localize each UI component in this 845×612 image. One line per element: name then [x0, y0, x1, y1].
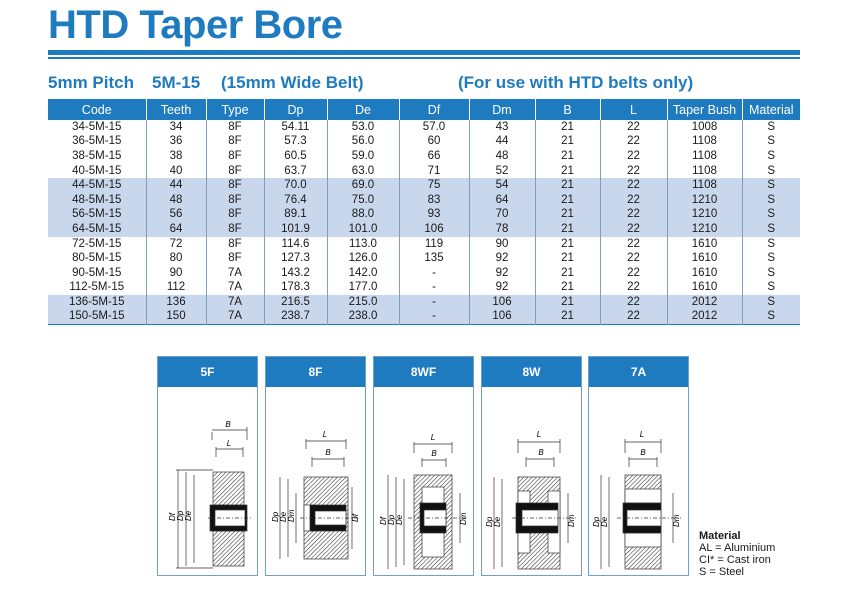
table-cell-df: 119 [399, 237, 469, 252]
table-row [48, 281, 800, 296]
table-row [48, 310, 800, 325]
table-cell-dp: 101.9 [264, 222, 327, 237]
table-cell-code: 72-5M-15 [72, 237, 122, 250]
dim-l-label: L [430, 433, 436, 442]
table-cell-type: 8F [206, 208, 264, 223]
table-cell-de: 59.0 [327, 149, 399, 164]
table-cell-de: 56.0 [327, 135, 399, 150]
diagram-label: 8W [482, 357, 581, 387]
table-cell-teeth: 136 [146, 295, 206, 310]
pulley-8f-drawing [266, 387, 365, 575]
table-cell-code: 48-5M-15 [48, 193, 146, 208]
table-cell-type: 7A [206, 295, 264, 310]
table-cell-df: 66 [399, 149, 469, 164]
table-cell-l: 22 [600, 208, 667, 223]
table-cell-teeth: 48 [146, 193, 206, 208]
pulley-8wf-drawing [374, 387, 473, 575]
dim-b-label: B [325, 448, 331, 457]
table-cell-de: 88.0 [327, 208, 399, 223]
table-cell-code: 56-5M-15 [48, 208, 146, 223]
table-cell-dp: 238.7 [264, 310, 327, 325]
dim-l-label: L [322, 430, 328, 439]
table-cell-b: 21 [535, 208, 600, 223]
table-cell-mat: S [742, 310, 800, 325]
table-row [48, 135, 800, 150]
diagram-panel-8wf [373, 356, 474, 576]
table-cell-mat: S [742, 295, 800, 310]
table-cell-teeth: 150 [146, 310, 206, 325]
table-cell-dp: 57.3 [264, 135, 327, 150]
table-cell-dm: 54 [469, 178, 535, 193]
table-cell-b: 21 [535, 310, 600, 325]
table-cell-b: 21 [535, 222, 600, 237]
material-legend-item: CI* = Cast iron [699, 554, 771, 566]
table-cell-l: 22 [600, 120, 667, 135]
table-cell-type: 8F [206, 120, 264, 135]
table-cell-dp: 143.2 [264, 266, 327, 281]
dim-b-label: B [538, 448, 544, 457]
diagram-panel-5f [157, 356, 258, 576]
table-row [48, 178, 800, 193]
table-cell-bush: 1610 [667, 251, 742, 266]
table-cell-de: 69.0 [327, 178, 399, 193]
dim-dm-label: Dm [287, 509, 296, 522]
table-cell-bush: 2012 [667, 295, 742, 310]
table-cell-code: 34-5M-15 [72, 120, 122, 133]
table-cell-code: 150-5M-15 [48, 310, 146, 325]
table-cell-de: 215.0 [327, 295, 399, 310]
table-cell-df: 75 [399, 178, 469, 193]
table-cell-mat: S [742, 237, 800, 252]
dim-de-label: De [279, 511, 288, 522]
table-cell-dm: 43 [469, 120, 535, 135]
table-cell-teeth: 64 [146, 222, 206, 237]
col-header: Teeth [146, 99, 206, 120]
col-header: Material [742, 99, 800, 120]
table-header-row [48, 99, 800, 120]
dim-dp-label: Dp [387, 514, 396, 525]
table-cell-de: 63.0 [327, 164, 399, 179]
table-cell-bush: 1610 [667, 281, 742, 296]
table-cell-dm: 48 [469, 149, 535, 164]
table-cell-teeth: 36 [146, 135, 206, 150]
table-cell-dp: 127.3 [264, 251, 327, 266]
table-body [48, 120, 800, 324]
table-cell-bush: 1108 [667, 164, 742, 179]
col-header: Type [206, 99, 264, 120]
material-legend [699, 530, 775, 578]
table-cell-dm: 44 [469, 135, 535, 150]
table-cell-type: 7A [206, 266, 264, 281]
diagram-label: 8WF [374, 357, 473, 387]
table-cell-type: 8F [206, 178, 264, 193]
table-cell-type: 8F [206, 164, 264, 179]
table-cell-bush: 1610 [667, 237, 742, 252]
table-cell-b: 21 [535, 178, 600, 193]
pulley-8w-drawing [482, 387, 581, 575]
dim-b-label: B [225, 420, 231, 429]
table-cell-code: 38-5M-15 [72, 149, 122, 162]
table-cell-dp: 76.4 [264, 193, 327, 208]
table-cell-bush: 1108 [667, 135, 742, 150]
table-cell-bush: 1210 [667, 208, 742, 223]
table-cell-type: 8F [206, 135, 264, 150]
dim-b-label: B [431, 449, 437, 458]
table-cell-teeth: 112 [146, 281, 206, 296]
table-cell-bush: 1108 [667, 178, 742, 193]
material-legend-heading: Material [699, 530, 741, 542]
diagram-label: 8F [266, 357, 365, 387]
dim-dp-label: Dp [485, 516, 494, 527]
table-cell-dm: 92 [469, 251, 535, 266]
dim-de-label: De [395, 514, 404, 525]
table-cell-df: 106 [399, 222, 469, 237]
table-row [48, 222, 800, 237]
table-cell-df: - [399, 295, 469, 310]
table-cell-dp: 216.5 [264, 295, 327, 310]
table-cell-mat: S [742, 222, 800, 237]
table-cell-dm: 78 [469, 222, 535, 237]
table-cell-dp: 114.6 [264, 237, 327, 252]
table-cell-b: 21 [535, 149, 600, 164]
table-cell-b: 21 [535, 193, 600, 208]
dim-dm-label: Dm [672, 514, 681, 527]
dim-de-label: De [493, 516, 502, 527]
table-cell-type: 8F [206, 222, 264, 237]
col-header: L [600, 99, 667, 120]
table-row [48, 149, 800, 164]
dim-dp-label: Dp [271, 511, 280, 522]
title-underline [48, 50, 800, 55]
table-cell-df: 60 [399, 135, 469, 150]
table-cell-teeth: 72 [146, 237, 206, 252]
table-cell-teeth: 40 [146, 164, 206, 179]
table-cell-mat: S [742, 149, 800, 164]
table-cell-df: - [399, 266, 469, 281]
table-cell-type: 8F [206, 149, 264, 164]
dim-df-label: Df [351, 514, 360, 522]
table-cell-dm: 92 [469, 281, 535, 296]
table-cell-dm: 106 [469, 295, 535, 310]
table-row [48, 208, 800, 223]
table-cell-l: 22 [600, 222, 667, 237]
table-cell-dm: 92 [469, 266, 535, 281]
table-cell-teeth: 34 [146, 120, 206, 135]
table-cell-df: - [399, 310, 469, 325]
dim-df-label: Df [168, 513, 177, 521]
col-header: B [535, 99, 600, 120]
table-cell-dm: 52 [469, 164, 535, 179]
table-cell-l: 22 [600, 237, 667, 252]
title-underline-thin [48, 57, 800, 59]
diagram-label: 7A [589, 357, 688, 387]
table-cell-df: 135 [399, 251, 469, 266]
table-cell-teeth: 38 [146, 149, 206, 164]
table-row [48, 193, 800, 208]
table-cell-type: 8F [206, 193, 264, 208]
table-cell-de: 177.0 [327, 281, 399, 296]
table-cell-mat: S [742, 164, 800, 179]
table-cell-dp: 70.0 [264, 178, 327, 193]
table-cell-de: 53.0 [327, 120, 399, 135]
table-row [48, 266, 800, 281]
table-cell-bush: 1210 [667, 193, 742, 208]
table-cell-type: 7A [206, 310, 264, 325]
dim-dm-label: Dm [567, 514, 576, 527]
table-cell-code: 80-5M-15 [72, 252, 122, 265]
table-cell-bush: 2012 [667, 310, 742, 325]
table-cell-df: 93 [399, 208, 469, 223]
diagram-label: 5F [158, 357, 257, 387]
table-cell-teeth: 44 [146, 178, 206, 193]
table-cell-bush: 1610 [667, 266, 742, 281]
material-legend-item: S = Steel [699, 566, 744, 578]
table-cell-l: 22 [600, 281, 667, 296]
series-code: 5M-15 [152, 73, 201, 92]
dim-de-label: De [184, 510, 193, 521]
table-cell-dm: 70 [469, 208, 535, 223]
usage-note: (For use with HTD belts only) [458, 73, 694, 92]
table-row [48, 251, 800, 266]
table-cell-code: 64-5M-15 [48, 222, 146, 237]
belt-width-label: (15mm Wide Belt) [221, 73, 364, 92]
col-header: Dp [264, 99, 327, 120]
table-cell-dm: 106 [469, 310, 535, 325]
table-cell-mat: S [742, 120, 800, 135]
table-row [48, 295, 800, 310]
table-cell-l: 22 [600, 149, 667, 164]
table-cell-de: 113.0 [327, 237, 399, 252]
table-cell-b: 21 [535, 135, 600, 150]
table-cell-df: 57.0 [399, 120, 469, 135]
table-cell-mat: S [742, 135, 800, 150]
dim-de-label: De [600, 516, 609, 527]
diagram-panel-8w [481, 356, 582, 576]
dim-dp-label: Dp [592, 516, 601, 527]
table-cell-code: 90-5M-15 [72, 266, 122, 279]
table-row [48, 237, 800, 252]
table-cell-b: 21 [535, 295, 600, 310]
col-header: De [327, 99, 399, 120]
table-row [48, 164, 800, 179]
dim-l-label: L [639, 430, 645, 439]
table-cell-b: 21 [535, 237, 600, 252]
table-cell-b: 21 [535, 281, 600, 296]
table-row [48, 120, 800, 135]
table-cell-teeth: 56 [146, 208, 206, 223]
dim-l-label: L [226, 439, 232, 448]
dim-dm-label: Dm [459, 512, 468, 525]
table-cell-b: 21 [535, 266, 600, 281]
table-cell-b: 21 [535, 164, 600, 179]
table-cell-mat: S [742, 281, 800, 296]
table-cell-type: 8F [206, 237, 264, 252]
table-cell-l: 22 [600, 310, 667, 325]
col-header: Taper Bush [667, 99, 742, 120]
table-cell-de: 142.0 [327, 266, 399, 281]
table-cell-code: 136-5M-15 [48, 295, 146, 310]
table-cell-l: 22 [600, 266, 667, 281]
table-cell-de: 126.0 [327, 251, 399, 266]
table-cell-b: 21 [535, 251, 600, 266]
diagram-panel-8f [265, 356, 366, 576]
dim-l-label: L [536, 430, 542, 439]
table-cell-dp: 89.1 [264, 208, 327, 223]
table-cell-code: 112-5M-15 [69, 281, 125, 294]
table-cell-code: 44-5M-15 [48, 178, 146, 193]
table-cell-l: 22 [600, 295, 667, 310]
table-cell-dp: 63.7 [264, 164, 327, 179]
material-legend-item: AL = Aluminium [699, 542, 776, 554]
dim-b-label: B [640, 448, 646, 457]
table-cell-de: 238.0 [327, 310, 399, 325]
col-header: Dm [469, 99, 535, 120]
table-cell-mat: S [742, 193, 800, 208]
pulley-5f-drawing [158, 387, 257, 575]
table-cell-dm: 90 [469, 237, 535, 252]
pulley-7a-drawing [589, 387, 688, 575]
page-title: HTD Taper Bore [48, 3, 343, 47]
table-cell-l: 22 [600, 193, 667, 208]
dim-dp-label: Dp [176, 510, 185, 521]
pulley-spec-table [48, 99, 800, 325]
table-cell-dm: 64 [469, 193, 535, 208]
table-cell-mat: S [742, 178, 800, 193]
table-cell-df: 71 [399, 164, 469, 179]
table-cell-dp: 178.3 [264, 281, 327, 296]
table-cell-l: 22 [600, 178, 667, 193]
table-cell-l: 22 [600, 251, 667, 266]
table-cell-code: 40-5M-15 [72, 164, 122, 177]
pitch-label: 5mm Pitch [48, 73, 134, 92]
table-cell-bush: 1008 [667, 120, 742, 135]
table-cell-df: 83 [399, 193, 469, 208]
dim-df-label: Df [379, 517, 388, 525]
table-cell-mat: S [742, 266, 800, 281]
diagram-panel-7a [588, 356, 689, 576]
table-cell-b: 21 [535, 120, 600, 135]
table-cell-l: 22 [600, 164, 667, 179]
table-cell-dp: 54.11 [264, 120, 327, 135]
table-cell-de: 75.0 [327, 193, 399, 208]
col-header: Code [48, 99, 146, 120]
table-cell-mat: S [742, 208, 800, 223]
col-header: Df [399, 99, 469, 120]
table-cell-type: 7A [206, 281, 264, 296]
table-cell-dp: 60.5 [264, 149, 327, 164]
table-cell-type: 8F [206, 251, 264, 266]
table-cell-teeth: 90 [146, 266, 206, 281]
table-cell-bush: 1108 [667, 149, 742, 164]
table-cell-de: 101.0 [327, 222, 399, 237]
table-cell-teeth: 80 [146, 251, 206, 266]
table-cell-df: - [399, 281, 469, 296]
table-cell-code: 36-5M-15 [72, 135, 122, 148]
table-cell-bush: 1210 [667, 222, 742, 237]
table-cell-mat: S [742, 251, 800, 266]
table-cell-l: 22 [600, 135, 667, 150]
